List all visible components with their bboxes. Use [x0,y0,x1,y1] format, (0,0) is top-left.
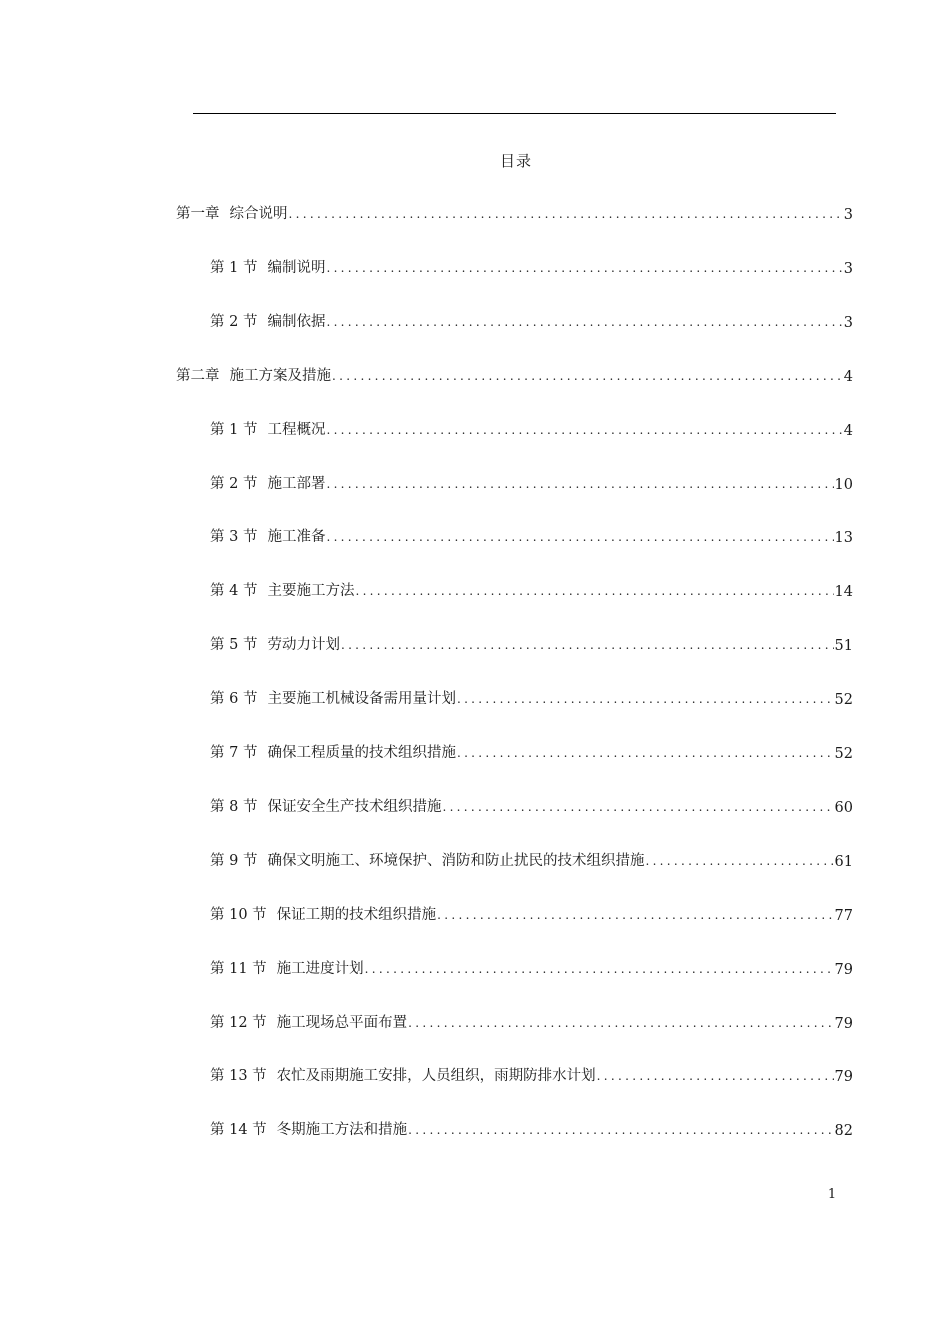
toc-entry-page: 60 [834,800,853,816]
toc-entry-page: 79 [834,1069,853,1085]
toc-entry-section[interactable] [210,471,853,493]
toc-entry-number: 第 13 节 [210,1068,267,1084]
toc-entry-title: 农忙及雨期施工安排，人员组织，雨期防排水计划 [276,1068,596,1084]
toc-dot-leader [365,961,834,977]
toc-entry-section[interactable] [210,255,853,277]
toc-dot-leader [442,799,833,815]
toc-entry-page: 4 [843,423,853,439]
toc-entry-section[interactable] [210,524,853,546]
toc-entry-title: 施工进度计划 [276,961,364,977]
toc-entry-title: 保证工期的技术组织措施 [276,907,437,923]
toc-entry-label [176,364,331,385]
toc-entry-page: 82 [834,1123,853,1139]
toc-entry-page: 52 [834,692,853,708]
toc-entry-page: 79 [834,962,853,978]
toc-entry-section[interactable] [210,740,853,762]
toc-entry-label [210,256,325,277]
toc-entry-label [210,795,441,816]
toc-entry-number: 第二章 [176,368,220,384]
toc-entry-label [210,903,436,924]
toc-entry-page: 51 [834,638,853,654]
toc-entry-section[interactable] [210,578,853,600]
toc-entry-number: 第 4 节 [210,583,258,599]
toc-entry-label [210,310,325,331]
toc-entry-label [210,525,325,546]
toc-entry-label [210,741,456,762]
toc-entry-title: 施工现场总平面布置 [276,1015,408,1031]
toc-entry-chapter[interactable] [176,363,853,385]
toc-entry-number: 第 2 节 [210,476,258,492]
toc-entry-label [176,202,288,223]
toc-entry-label [210,849,644,870]
toc-entry-page: 13 [834,530,853,546]
toc-entry-page: 3 [843,315,853,331]
toc-entry-section[interactable] [210,848,853,870]
toc-dot-leader [332,368,843,384]
toc-entry-section[interactable] [210,1010,853,1032]
toc-dot-leader [597,1068,834,1084]
toc-entry-title: 施工方案及措施 [229,368,331,384]
toc-dot-leader [408,1015,833,1031]
page-number: 1 [827,1187,837,1202]
toc-entry-number: 第 11 节 [210,961,267,977]
toc-entry-section[interactable] [210,1117,853,1139]
toc-entry-number: 第 1 节 [210,260,258,276]
toc-entry-number: 第 9 节 [210,853,258,869]
toc-dot-leader [457,745,834,761]
toc-entry-title: 冬期施工方法和措施 [276,1122,408,1138]
toc-entry-title: 保证安全生产技术组织措施 [267,799,442,815]
toc-entry-page: 52 [834,746,853,762]
toc-entry-title: 确保文明施工、环境保护、消防和防止扰民的技术组织措施 [267,853,645,869]
toc-entry-section[interactable] [210,956,853,978]
toc-dot-leader [326,314,842,330]
toc-entry-number: 第 6 节 [210,691,258,707]
toc-entry-title: 确保工程质量的技术组织措施 [267,745,456,761]
toc-entry-label [210,633,340,654]
toc-dot-leader [326,260,842,276]
toc-dot-leader [437,907,833,923]
toc-entry-page: 4 [843,369,853,385]
toc-entry-page: 3 [843,261,853,277]
toc-entry-page: 10 [834,477,853,493]
toc-entry-number: 第一章 [176,206,220,222]
toc-dot-leader [457,691,834,707]
toc-entry-number: 第 12 节 [210,1015,267,1031]
toc-entry-title: 编制说明 [267,260,326,276]
toc-entry-page: 14 [834,584,853,600]
toc-entry-section[interactable] [210,686,853,708]
toc-entry-number: 第 3 节 [210,529,258,545]
toc-title: 目录 [499,152,532,170]
toc-dot-leader [289,206,843,222]
toc-entry-section[interactable] [210,309,853,331]
toc-entry-label [210,472,325,493]
toc-entry-title: 劳动力计划 [267,637,340,653]
toc-entry-title: 工程概况 [267,422,326,438]
toc-entry-section[interactable] [210,1063,853,1085]
toc-entry-section[interactable] [210,632,853,654]
toc-entry-label [210,1064,596,1085]
toc-entry-number: 第 14 节 [210,1122,267,1138]
toc-dot-leader [326,476,833,492]
toc-dot-leader [326,422,842,438]
toc-entry-number: 第 5 节 [210,637,258,653]
toc-entry-section[interactable] [210,902,853,924]
toc-entry-title: 施工准备 [267,529,326,545]
toc-entry-label [210,1118,407,1139]
toc-dot-leader [326,529,833,545]
toc-entry-section[interactable] [210,417,853,439]
toc-entry-page: 3 [843,207,853,223]
toc-dot-leader [341,637,834,653]
toc-dot-leader [645,853,833,869]
toc-entry-label [210,418,325,439]
toc-dot-leader [355,583,833,599]
toc-entry-page: 79 [834,1016,853,1032]
toc-entry-page: 77 [834,908,853,924]
toc-entry-number: 第 10 节 [210,907,267,923]
toc-entry-number: 第 1 节 [210,422,258,438]
toc-entry-section[interactable] [210,794,853,816]
toc-entry-chapter[interactable] [176,201,853,223]
toc-entry-label [210,579,354,600]
toc-entry-title: 主要施工方法 [267,583,355,599]
toc-entry-title: 施工部署 [267,476,326,492]
toc-entry-label [210,687,456,708]
toc-entry-label [210,957,364,978]
toc-entry-title: 综合说明 [229,206,288,222]
toc-entry-title: 主要施工机械设备需用量计划 [267,691,456,707]
toc-entry-number: 第 7 节 [210,745,258,761]
toc-entry-number: 第 8 节 [210,799,258,815]
toc-entry-title: 编制依据 [267,314,326,330]
toc-entry-page: 61 [834,854,853,870]
toc-entry-number: 第 2 节 [210,314,258,330]
toc-dot-leader [408,1122,833,1138]
toc-entry-label [210,1011,407,1032]
